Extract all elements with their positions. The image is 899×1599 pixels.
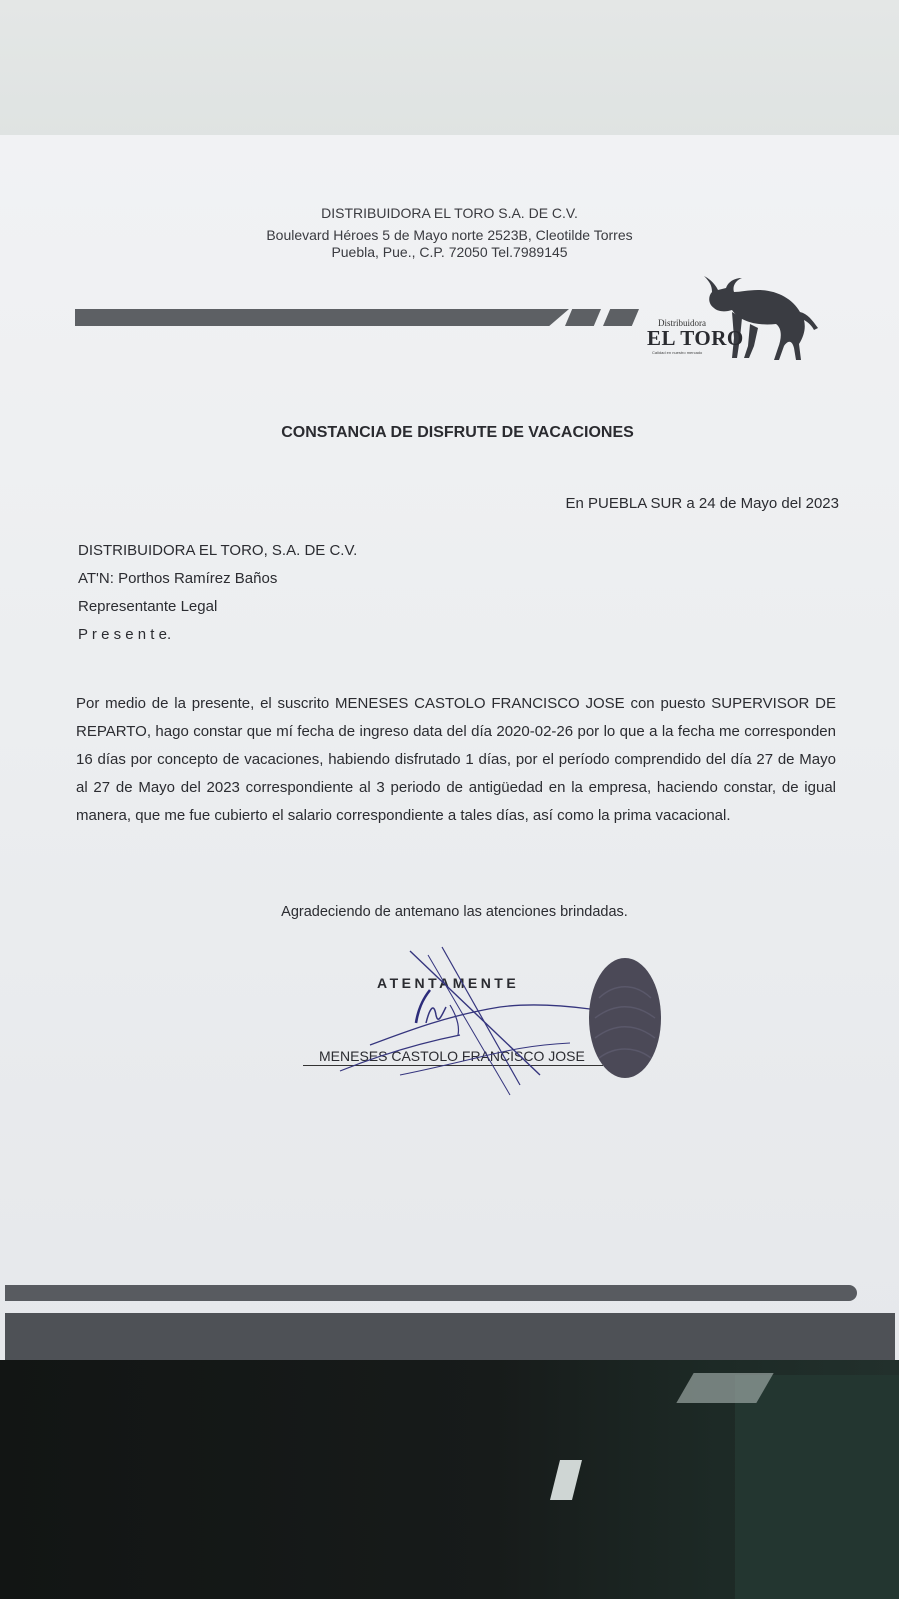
- recipient-role: Representante Legal: [78, 598, 218, 615]
- footer-divider-bar: [5, 1285, 857, 1301]
- background-surface: [0, 0, 899, 140]
- company-logo: [648, 268, 823, 368]
- logo-tagline: Calidad en nuestro mercado: [652, 350, 703, 355]
- body-paragraph: Por medio de la presente, el suscrito MENESES CASTOLO FRANCISCO JOSE con puesto SUPERVISOR DE REPARTO, hago constar que mí fecha de ingreso data del día 2020-02-26 por lo que a la fecha me corresponden 16 días por concepto de vacaciones, habiendo disfrutado 1 días, por el período comprendido del día 27 de Mayo al 27 de Mayo del 2023 correspondiente al 3 periodo de antigüedad en la empresa, haciendo constar, de igual manera, que me fue cubierto el salario correspondiente a tales días, así como la prima vacacional.: [76, 695, 836, 824]
- fingerprint-mark: [585, 958, 665, 1088]
- place-date: En PUEBLA SUR a 24 de Mayo del 2023: [565, 495, 839, 512]
- header-divider-bar: [75, 309, 569, 326]
- document-title: CONSTANCIA DE DISFRUTE DE VACACIONES: [281, 424, 634, 441]
- fabric-surface: [735, 1375, 899, 1599]
- sign-label: ATENTAMENTE: [377, 975, 520, 991]
- closing-line: Agradeciendo de antemano las atenciones brindadas.: [281, 904, 628, 920]
- recipient-company: DISTRIBUIDORA EL TORO, S.A. DE C.V.: [78, 542, 358, 559]
- logo-small-text: Distribuidora: [658, 318, 706, 328]
- header-address-line2: Puebla, Pue., C.P. 72050 Tel.7989145: [331, 244, 568, 260]
- handwritten-signature: [330, 945, 590, 1105]
- header-company: DISTRIBUIDORA EL TORO S.A. DE C.V.: [321, 205, 578, 221]
- header-address-line1: Boulevard Héroes 5 de Mayo norte 2523B, Cleotilde Torres: [266, 227, 633, 243]
- recipient-presente: P r e s e n t e.: [78, 626, 172, 643]
- logo-name: EL TORO: [647, 326, 744, 350]
- signer-name: MENESES CASTOLO FRANCISCO JOSE: [319, 1048, 585, 1064]
- recipient-attn: AT'N: Porthos Ramírez Baños: [78, 570, 278, 587]
